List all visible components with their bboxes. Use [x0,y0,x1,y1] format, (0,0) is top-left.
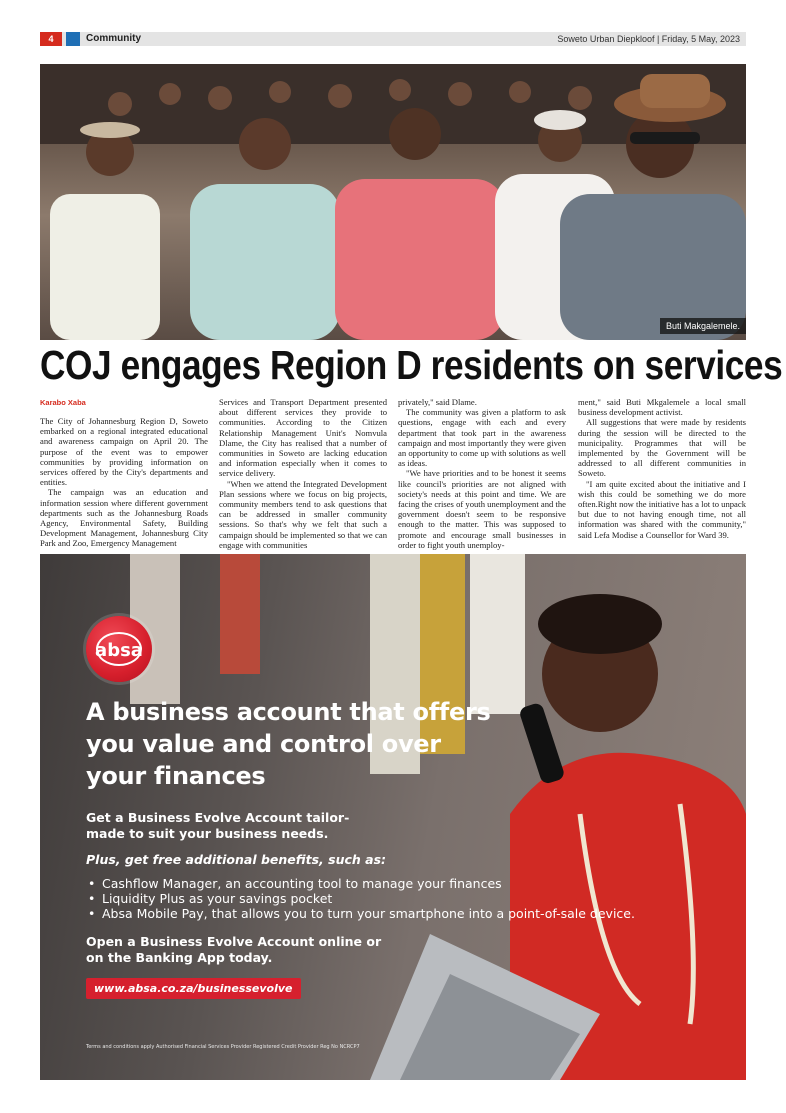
dateline: Soweto Urban Diepkloof | Friday, 5 May, 2023 [557,34,740,44]
ad-benefits-intro: Plus, get free additional benefits, such as: [86,852,387,867]
article-photo [40,64,746,340]
article-column-1 [40,416,208,549]
crowd-photo-illustration [40,64,746,340]
article-byline: Karabo Xaba [40,398,86,407]
absa-advertisement [40,554,746,1080]
ad-benefits-list [86,876,635,921]
page-header [40,32,746,46]
paragraph: All suggestions that were made by residents during the session will be directed to the municipality. Programmes that will be implemented by the Government will be addressed to all different communities in Soweto. [578,417,746,479]
paragraph: "We have priorities and to be honest it seems like council's priorities are not aligned with society's needs at this point and time. We are facing the crises of youth unemployment and the government doesn't seem to be responsive enough to the matter. This was supposed to promote and encourage small businesses in order to fight youth unemploy- [398,468,566,550]
paragraph: The community was given a platform to ask questions, engage with each and every department that took part in the awareness campaign and most importantly they were given an opportunity to come up with solutions as well as ideas. [398,407,566,469]
paragraph: "When we attend the Integrated Development Plan sessions where we focus on big projects, community members tend to ask questions that can be addressed in smaller community sessions. So that's why we felt that such a campaign should be implemented so that we can engage with communities [219,478,387,550]
list-item: • Liquidity Plus as your savings pocket [86,891,635,906]
ad-call-to-action: Open a Business Evolve Account online or on the Banking App today. [86,934,382,965]
article-headline: COJ engages Region D residents on services [40,342,783,388]
article-column-4 [578,397,746,540]
section-name: Community [86,33,141,44]
ad-headline: A business account that offers you value and control over your finances [86,698,491,790]
paragraph: ment," said Buti Mkgalemele a local small business development activist. [578,397,746,418]
article-column-3 [398,397,566,550]
ad-url-button[interactable]: www.absa.co.za/businessevolve [86,978,301,999]
paragraph: The campaign was an education and information session where different government departments such as the Johannesburg Roads Agency, Environmental Safety, Building Development Management, Johannesburg City Park and Zoo, Emergency Management [40,487,208,549]
ad-subheading: Get a Business Evolve Account tailor-made to suit your business needs. [86,810,350,841]
article-column-2 [219,397,387,550]
photo-caption: Buti Makgalemele. [660,318,746,334]
list-item: • Cashflow Manager, an accounting tool to manage your finances [86,876,635,891]
ad-terms: Terms and conditions apply Authorised Financial Services Provider Registered Credit Provider Reg No NCRCP7 [86,1044,360,1050]
page-number: 4 [40,32,62,46]
absa-logo: absa [86,616,152,682]
paragraph: The City of Johannesburg Region D, Soweto embarked on a regional integrated educational and awareness campaign on April 20. The purpose of the event was to empower communities by providing information on services offered by the City's departments and entities. [40,416,208,488]
section-marker [66,32,80,46]
paragraph: "I am quite excited about the initiative and I wish this could be something we do more often.Right now the initiative has a lot to unpack but due to not having enough time, not all information was shared with the community," said Lefa Modise a Counsellor for Ward 39. [578,478,746,540]
list-item: • Absa Mobile Pay, that allows you to turn your smartphone into a point-of-sale device. [86,906,635,921]
paragraph: Services and Transport Department presented about different services they provide to communities. According to the Citizen Relationship Management Unit's Nomvula Dlame, the City has realised that a number of communities in Soweto are lacking education and information especially when it comes to service delivery. [219,397,387,479]
paragraph: privately," said Dlame. [398,397,477,407]
